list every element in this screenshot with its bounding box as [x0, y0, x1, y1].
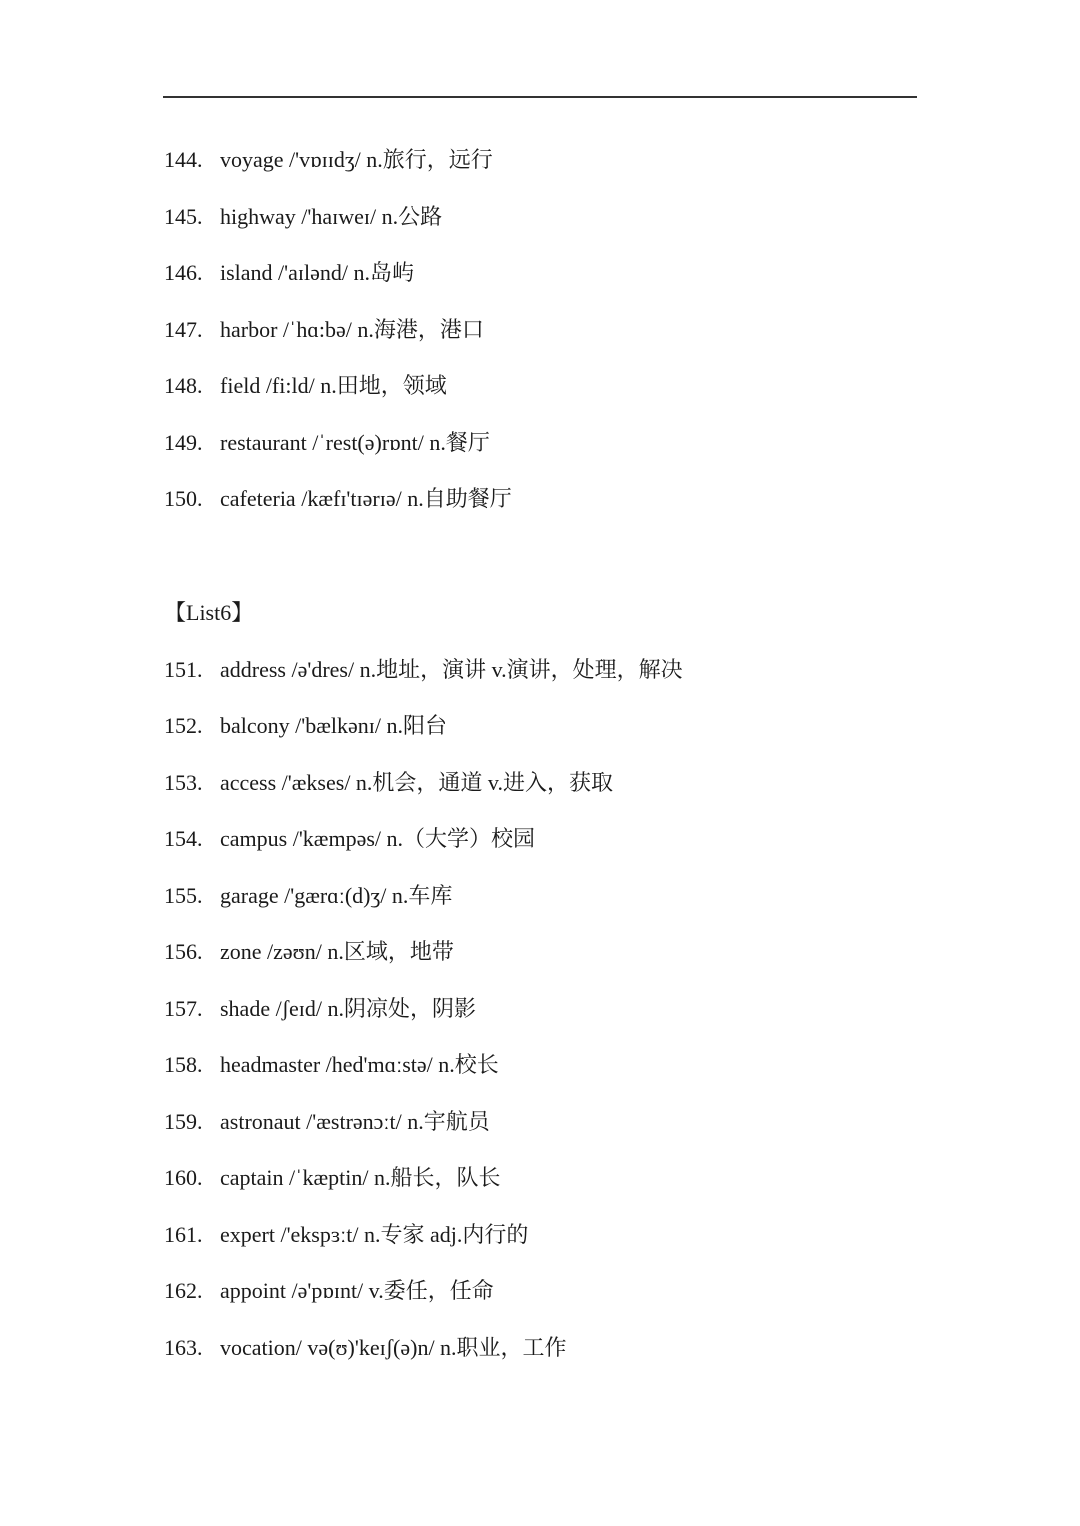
entry-text: appoint /ə'pɒɪnt/ v.委任，任命	[220, 1278, 494, 1303]
entry-text: shade /ʃeɪd/ n.阴凉处，阴影	[220, 996, 477, 1021]
entry-number: 158.	[164, 1052, 203, 1077]
vocab-entry	[164, 143, 493, 177]
vocab-entry	[164, 256, 414, 290]
vocab-entry	[164, 1105, 490, 1139]
entry-number: 153.	[164, 770, 203, 795]
vocab-entry	[164, 935, 454, 969]
vocab-entry	[164, 482, 512, 516]
vocab-entry	[164, 369, 447, 403]
vocab-entry	[164, 1048, 499, 1082]
vocab-entry	[164, 709, 447, 743]
entry-number: 163.	[164, 1335, 203, 1360]
entry-number: 151.	[164, 657, 203, 682]
vocab-entry	[164, 822, 535, 856]
vocab-entry	[164, 653, 683, 687]
entry-number: 148.	[164, 373, 203, 398]
vocab-entry	[164, 879, 452, 913]
entry-text: restaurant /ˈrest(ə)rɒnt/ n.餐厅	[220, 430, 490, 455]
entry-text: headmaster /hed'mɑːstə/ n.校长	[220, 1052, 499, 1077]
entry-number: 156.	[164, 939, 203, 964]
entry-text: voyage /'vɒɪɪdʒ/ n.旅行，远行	[220, 147, 493, 172]
entry-number: 155.	[164, 883, 203, 908]
vocab-entry	[164, 766, 613, 800]
entry-text: zone /zəʊn/ n.区域，地带	[220, 939, 454, 964]
vocab-entry	[164, 1161, 500, 1195]
entry-number: 157.	[164, 996, 203, 1021]
vocab-entry	[164, 200, 442, 234]
entry-text: balcony /'bælkənɪ/ n.阳台	[220, 713, 447, 738]
vocab-entry	[164, 1274, 494, 1308]
entry-text: astronaut /'æstrənɔːt/ n.宇航员	[220, 1109, 490, 1134]
entry-number: 147.	[164, 317, 203, 342]
entry-text: vocation/ və(ʊ)'keɪʃ(ə)n/ n.职业，工作	[220, 1335, 567, 1360]
entry-text: island /'aɪlənd/ n.岛屿	[220, 260, 414, 285]
entry-text: captain /ˈkæptin/ n.船长，队长	[220, 1165, 501, 1190]
entry-number: 152.	[164, 713, 203, 738]
entry-text: address /ə'dres/ n.地址，演讲 v.演讲，处理，解决	[220, 657, 683, 682]
vocab-entry	[164, 313, 484, 347]
vocab-entry	[164, 992, 476, 1026]
vocab-entry	[164, 426, 490, 460]
entry-number: 154.	[164, 826, 203, 851]
entry-number: 159.	[164, 1109, 203, 1134]
entry-number: 144.	[164, 147, 203, 172]
entry-text: access /'ækses/ n.机会，通道 v.进入，获取	[220, 770, 614, 795]
entry-text: campus /'kæmpəs/ n.（大学）校园	[220, 826, 536, 851]
entry-number: 161.	[164, 1222, 203, 1247]
section-title: 【List6】	[164, 600, 254, 625]
entry-number: 145.	[164, 204, 203, 229]
entry-number: 160.	[164, 1165, 203, 1190]
entry-number: 150.	[164, 486, 203, 511]
vocab-entry	[164, 1331, 567, 1365]
entry-number: 162.	[164, 1278, 203, 1303]
entry-text: expert /'ekspɜːt/ n.专家 adj.内行的	[220, 1222, 529, 1247]
entry-text: cafeteria /kæfɪ'tɪərɪə/ n.自助餐厅	[220, 486, 512, 511]
entry-text: harbor /ˈhɑ:bə/ n.海港，港口	[220, 317, 484, 342]
vocab-entry	[164, 1218, 528, 1252]
entry-number: 146.	[164, 260, 203, 285]
entry-text: garage /'gærɑː(d)ʒ/ n.车库	[220, 883, 453, 908]
header-rule	[163, 96, 917, 98]
entry-text: field /fi:ld/ n.田地，领域	[220, 373, 447, 398]
entry-text: highway /'haɪweɪ/ n.公路	[220, 204, 443, 229]
entry-number: 149.	[164, 430, 203, 455]
